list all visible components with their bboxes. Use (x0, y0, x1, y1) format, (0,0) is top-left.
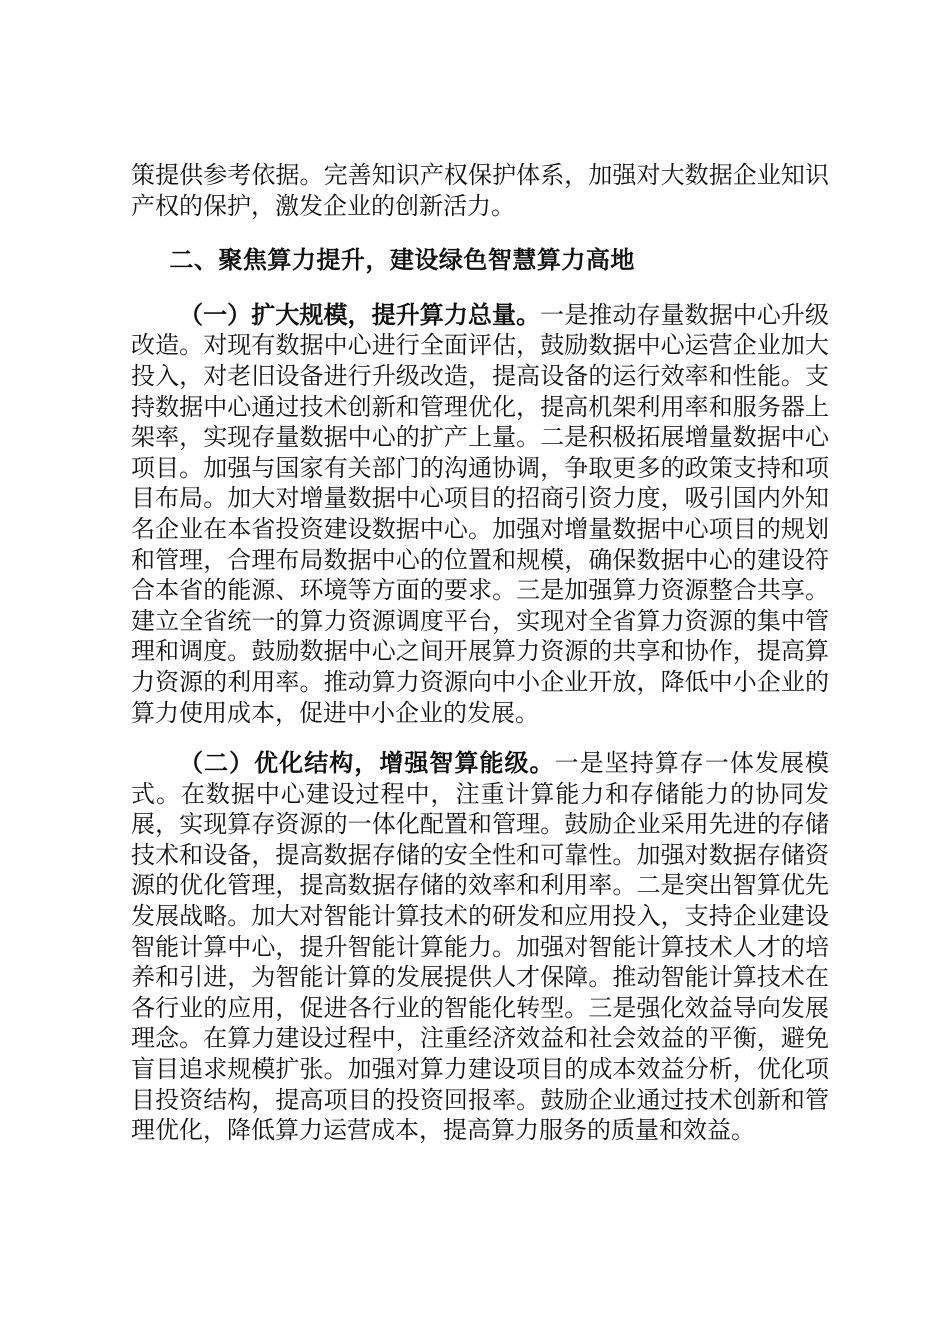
section-heading: 二、聚焦算力提升，建设绿色智慧算力高地 (169, 246, 635, 275)
subsection-2-paragraph (131, 748, 829, 1146)
intro-paragraph: 策提供参考依据。完善知识产权保护体系，加强对大数据企业知识产权的保护，激发企业的创新活力。 (131, 161, 829, 220)
subsection-1-lead: （一）扩大规模，提升算力总量。 (179, 300, 541, 329)
subsection-2-lead: （二）优化结构，增强智算能级。 (179, 749, 555, 778)
paragraph-spacer (131, 728, 829, 748)
document-page (131, 160, 829, 1146)
subsection-1-paragraph (131, 300, 829, 728)
subsection-1-body: 一是推动存量数据中心升级改造。对现有数据中心进行全面评估，鼓励数据中心运营企业加大投入，对老旧设备进行升级改造，提高设备的运行效率和性能。支持数据中心通过技术创新和管理优化，提高机架利用率和服务器上架率，实现存量数据中心的扩产上量。二是积极拓展增量数据中心项目。加强与国家有关部门的沟通协调，争取更多的政策支持和项目布局。加大对增量数据中心项目的招商引资力度，吸引国内外知名企业在本省投资建设数据中心。加强对增量数据中心项目的规划和管理，合理布局数据中心的位置和规模，确保数据中心的建设符合本省的能源、环境等方面的要求。三是加强算力资源整合共享。建立全省统一的算力资源调度平台，实现对全省算力资源的集中管理和调度。鼓励数据中心之间开展算力资源的共享和协作，提高算力资源的利用率。推动算力资源向中小企业开放，降低中小企业的算力使用成本，促进中小企业的发展。 (131, 300, 830, 727)
subsection-2-body: 一是坚持算存一体发展模式。在数据中心建设过程中，注重计算能力和存储能力的协同发展，实现算存资源的一体化配置和管理。鼓励企业采用先进的存储技术和设备，提高数据存储的安全性和可靠性。加强对数据存储资源的优化管理，提高数据存储的效率和利用率。二是突出智算优先发展战略。加大对智能计算技术的研发和应用投入，支持企业建设智能计算中心，提升智能计算能力。加强对智能计算技术人才的培养和引进，为智能计算的发展提供人才保障。推动智能计算技术在各行业的应用，促进各行业的智能化转型。三是强化效益导向发展理念。在算力建设过程中，注重经济效益和社会效益的平衡，避免盲目追求规模扩张。加强对算力建设项目的成本效益分析，优化项目投资结构，提高项目的投资回报率。鼓励企业通过技术创新和管理优化，降低算力运营成本，提高算力服务的质量和效益。 (131, 749, 830, 1145)
